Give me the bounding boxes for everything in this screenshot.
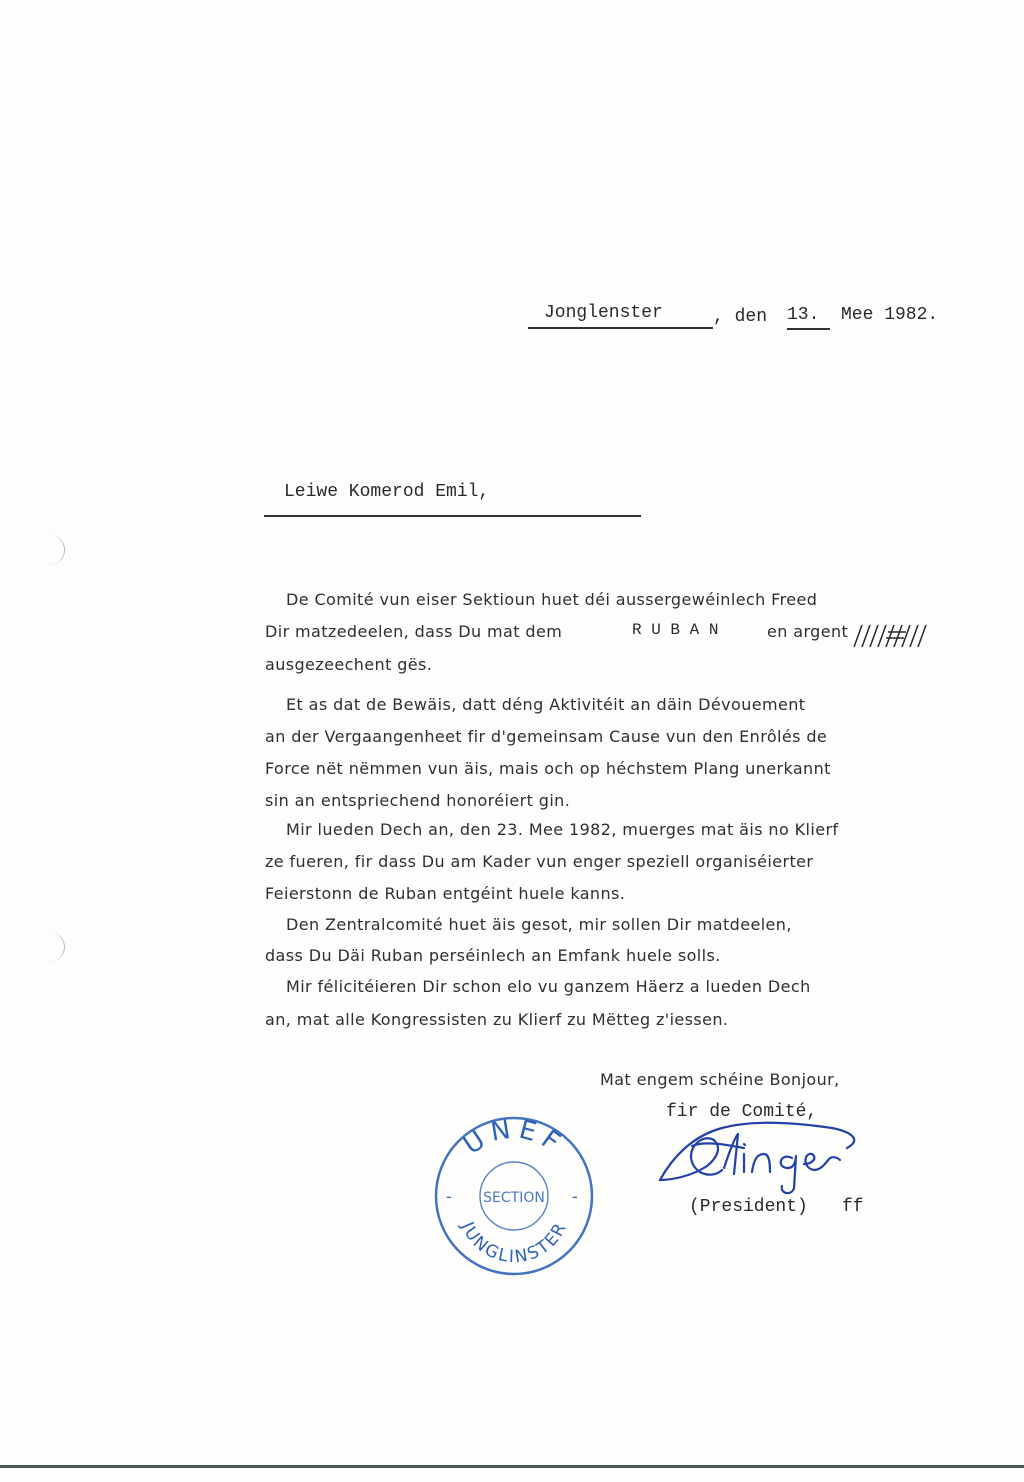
body-line: De Comité vun eiser Sektioun huet déi aussergewéinlech Freed bbox=[286, 590, 818, 609]
struck-out-text bbox=[848, 620, 928, 650]
body-line: ausgezeechent gës. bbox=[265, 655, 433, 674]
body-line: Mir lueden Dech an, den 23. Mee 1982, muerges mat äis no Klierf bbox=[286, 820, 839, 839]
place-underline bbox=[528, 327, 713, 329]
body-line: an der Vergaangenheet fir d'gemeinsam Cause vun den Enrôlés de bbox=[265, 727, 828, 746]
ruban-spaced: R U B A N bbox=[632, 621, 719, 639]
day-underline bbox=[787, 328, 830, 330]
body-line: Den Zentralcomité huet äis gesot, mir sollen Dir matdeelen, bbox=[286, 915, 792, 934]
body-line: sin an entspriechend honoréiert gin. bbox=[265, 791, 571, 810]
svg-text:-: - bbox=[446, 1187, 452, 1206]
body-line: Force nët nëmmen vun äis, mais och op héchstem Plang unerkannt bbox=[265, 759, 831, 778]
punch-hole-mark bbox=[50, 535, 65, 565]
place-name: Jonglenster bbox=[544, 303, 663, 323]
date-day: 13. bbox=[787, 305, 820, 325]
body-line: Et as dat de Bewäis, datt déng Aktivitéit an däin Dévouement bbox=[286, 695, 806, 714]
bottom-rule bbox=[0, 1465, 1024, 1468]
body-line: Dir matzedeelen, dass Du mat dem bbox=[265, 622, 563, 641]
president-label: (President) bbox=[689, 1197, 808, 1217]
date-month-year: Mee 1982. bbox=[841, 305, 939, 325]
body-line: Mir félicitéieren Dir schon elo vu ganzem Häerz a lueden Dech bbox=[286, 977, 811, 996]
body-line: en argent bbox=[767, 622, 849, 641]
section-stamp-seal bbox=[432, 1114, 596, 1278]
salutation-underline bbox=[264, 515, 641, 517]
svg-text:UNEF: UNEF bbox=[458, 1114, 571, 1161]
punch-hole-mark bbox=[50, 932, 65, 962]
closing-committee: fir de Comité, bbox=[666, 1102, 818, 1122]
body-line: an, mat alle Kongressisten zu Klierf zu Mëtteg z'iessen. bbox=[265, 1010, 729, 1029]
svg-text:JUNGLINSTER: JUNGLINSTER bbox=[456, 1218, 572, 1268]
svg-text:SECTION: SECTION bbox=[483, 1190, 545, 1206]
body-line: Feierstonn de Ruban entgéint huele kanns. bbox=[265, 884, 626, 903]
body-line: ze fueren, fir dass Du am Kader vun enger speziell organiséierter bbox=[265, 852, 814, 871]
body-line: dass Du Däi Ruban perséinlech an Emfank huele solls. bbox=[265, 946, 721, 965]
svg-text:-: - bbox=[572, 1187, 578, 1206]
salutation: Leiwe Komerod Emil, bbox=[284, 482, 490, 502]
closing-greeting: Mat engem schéine Bonjour, bbox=[600, 1070, 840, 1089]
ff-mark: ff bbox=[842, 1197, 864, 1217]
date-prefix: , den bbox=[713, 307, 768, 327]
handwritten-signature bbox=[652, 1118, 872, 1198]
